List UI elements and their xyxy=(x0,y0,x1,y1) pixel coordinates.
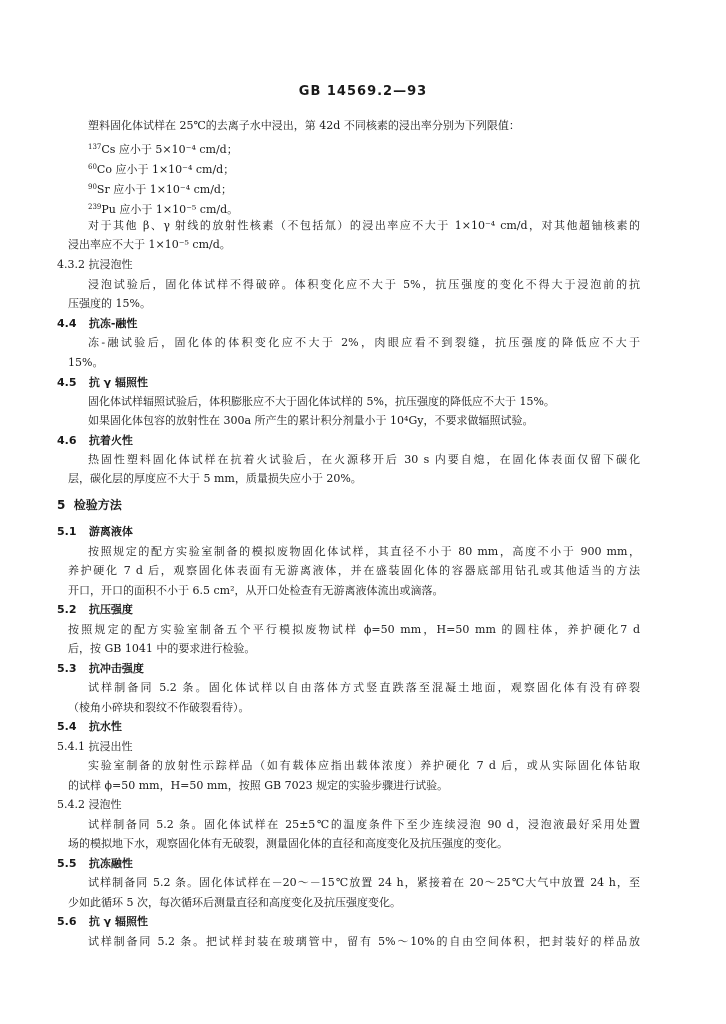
limit-sr xyxy=(88,180,232,197)
limit-text: Co 应小于 1×10⁻⁴ cm/d； xyxy=(96,163,235,176)
paragraph-line: 层，碳化层的厚度应不大于 5 mm，质量损失应小于 20%。 xyxy=(68,472,362,485)
section-number: 5.4 xyxy=(57,720,77,733)
section-heading-4-6 xyxy=(57,434,133,448)
isotope-mass: 90 xyxy=(88,183,97,191)
paragraph-line: 后，按 GB 1041 中的要求进行检验。 xyxy=(68,642,256,655)
paragraph-line: 塑料固化体试样在 25℃的去离子水中浸出，第 42d 不同核素的浸出率分别为下列限值： xyxy=(88,119,520,132)
section-title: 抗浸泡性 xyxy=(88,258,133,271)
paragraph-line: 开口，开口的面积不小于 6.5 cm²，从开口处检查有无游离液体流出或滴落。 xyxy=(68,584,444,597)
section-number: 5.1 xyxy=(57,525,77,538)
paragraph-line: 养护硬化 7 d 后，观察固化体表面有无游离液体，并在盛装固化体的容器底部用钻孔或其他适当的方法 xyxy=(68,564,640,577)
paragraph-line: 浸出率应不大于 1×10⁻⁵ cm/d。 xyxy=(68,238,231,251)
section-heading-5-3 xyxy=(57,662,144,676)
paragraph-line: 15%。 xyxy=(68,356,104,369)
section-heading-5-6 xyxy=(57,915,148,929)
section-number: 5.3 xyxy=(57,662,77,675)
section-number: 4.5 xyxy=(57,376,77,389)
paragraph-line: 试样制备同 5.2 条。固化体试样在 25±5℃的温度条件下至少连续浸泡 90 d，浸泡液最好采用处置 xyxy=(88,818,640,831)
section-heading-5-5 xyxy=(57,857,133,871)
paragraph-line: 如果固化体包容的放射性在 300a 所产生的累计积分剂量小于 10⁴Gy，不要求做辐照试验。 xyxy=(88,414,534,427)
isotope-mass: 239 xyxy=(88,203,102,211)
section-title: 抗 γ 辐照性 xyxy=(88,915,148,928)
section-title: 抗压强度 xyxy=(88,603,133,616)
section-heading-5-4 xyxy=(57,720,122,734)
paragraph-line: 实验室制备的放射性示踪样品（如有载体应指出载体浓度）养护硬化 7 d 后，或从实际固化体钻取 xyxy=(88,759,640,772)
limit-text: Pu 应小于 1×10⁻⁵ cm/d。 xyxy=(101,203,239,216)
section-title: 抗冲击强度 xyxy=(88,662,144,675)
paragraph-line: 压强度的 15%。 xyxy=(68,297,151,310)
section-heading-5-4-1 xyxy=(57,740,133,754)
section-number: 5.2 xyxy=(57,603,77,616)
paragraph-line: 冻-融试验后，固化体的体积变化应不大于 2%，肉眼应看不到裂缝，抗压强度的降低应不大于 xyxy=(88,336,640,349)
paragraph-line: 热固性塑料固化体试样在抗着火试验后，在火源移开后 30 s 内要自熄，在固化体表面仅留下碳化 xyxy=(88,453,640,466)
paragraph-line: 试样制备同 5.2 条。固化体试样以自由落体方式竖直跌落至混凝土地面，观察固化体有没有碎裂 xyxy=(88,681,640,694)
section-title: 抗 γ 辐照性 xyxy=(88,376,148,389)
section-heading-4-5 xyxy=(57,376,148,390)
limit-cs xyxy=(88,140,238,157)
section-number: 5.4.2 xyxy=(57,798,85,811)
section-title: 抗着火性 xyxy=(88,434,133,447)
limit-co xyxy=(88,160,234,177)
section-title: 抗浸出性 xyxy=(88,740,133,753)
paragraph-line: 的试样 ϕ=50 mm，H=50 mm，按照 GB 7023 规定的实验步骤进行试验。 xyxy=(68,779,449,792)
paragraph-line: 固化体试样辐照试验后，体积膨胀应不大于固化体试样的 5%，抗压强度的降低应不大于 15%。 xyxy=(88,395,555,408)
paragraph-line: 少如此循环 5 次，每次循环后测量直径和高度变化及抗压强度变化。 xyxy=(68,896,401,909)
limit-text: Sr 应小于 1×10⁻⁴ cm/d； xyxy=(96,183,232,196)
limit-pu xyxy=(88,200,238,217)
paragraph-line: 按照规定的配方实验室制备五个平行模拟废物试样 ϕ=50 mm，H=50 mm 的圆柱体，养护硬化7 d xyxy=(68,623,640,636)
page-header: GB 14569.2—93 xyxy=(298,84,428,99)
paragraph-line: （棱角小碎块和裂纹不作破裂看待）。 xyxy=(68,701,250,714)
isotope-mass: 60 xyxy=(88,163,97,171)
paragraph-line: 场的模拟地下水，观察固化体有无破裂，测量固化体的直径和高度变化及抗压强度的变化。 xyxy=(68,837,508,850)
section-title: 游离液体 xyxy=(88,525,133,538)
section-number: 4.4 xyxy=(57,317,77,330)
section-heading-4-3-2 xyxy=(57,258,133,272)
section-title: 检验方法 xyxy=(73,498,122,512)
section-number: 5 xyxy=(57,498,66,512)
section-title: 浸泡性 xyxy=(88,798,122,811)
paragraph-line: 按照规定的配方实验室制备的模拟废物固化体试样，其直径不小于 80 mm，高度不小于 900 mm， xyxy=(88,545,640,558)
paragraph-line: 浸泡试验后，固化体试样不得破碎。体积变化应不大于 5%，抗压强度的变化不得大于浸泡前的抗 xyxy=(88,278,640,291)
paragraph-line: 试样制备同 5.2 条。把试样封装在玻璃管中，留有 5%～10%的自由空间体积，把封装好的样品放 xyxy=(88,935,640,948)
section-number: 4.6 xyxy=(57,434,77,447)
paragraph-line: 试样制备同 5.2 条。固化体试样在－20～－15℃放置 24 h，紧接着在 20～25℃大气中放置 24 h，至 xyxy=(88,876,640,889)
section-number: 5.6 xyxy=(57,915,77,928)
section-number: 4.3.2 xyxy=(57,258,85,271)
section-title: 抗冻-融性 xyxy=(88,317,138,330)
section-title: 抗水性 xyxy=(88,720,122,733)
section-title: 抗冻融性 xyxy=(88,857,133,870)
chapter-heading-5 xyxy=(57,498,122,512)
section-heading-5-4-2 xyxy=(57,798,122,812)
section-heading-5-1 xyxy=(57,525,133,539)
section-heading-4-4 xyxy=(57,317,137,331)
paragraph-line: 对于其他 β、γ 射线的放射性核素（不包括氚）的浸出率应不大于 1×10⁻⁴ cm/d，对其他超铀核素的 xyxy=(88,219,640,232)
isotope-mass: 137 xyxy=(88,143,102,151)
limit-text: Cs 应小于 5×10⁻⁴ cm/d； xyxy=(101,143,238,156)
section-number: 5.4.1 xyxy=(57,740,85,753)
section-heading-5-2 xyxy=(57,603,133,617)
section-number: 5.5 xyxy=(57,857,77,870)
